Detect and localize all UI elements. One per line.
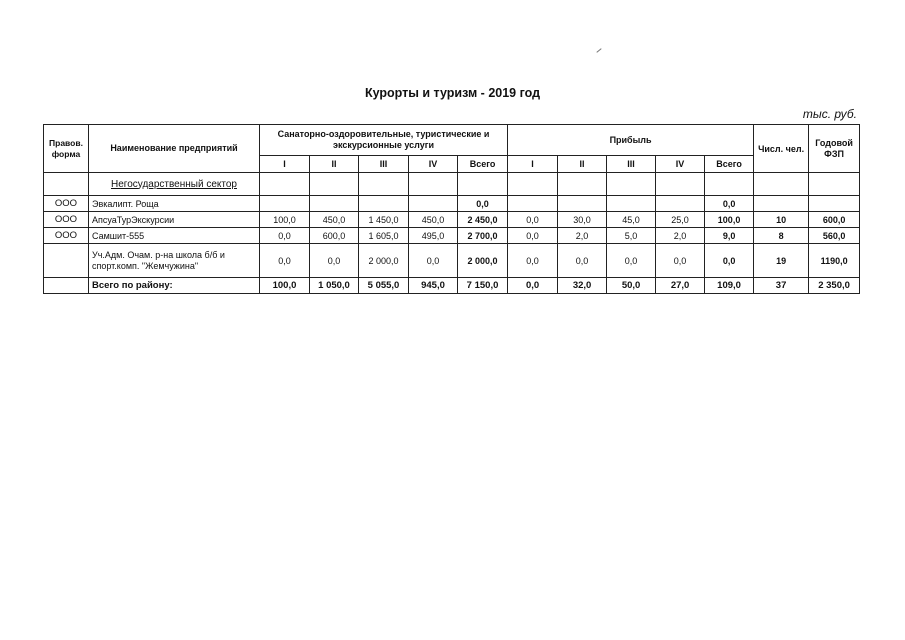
row-services-q2 <box>310 196 359 212</box>
row-profit-q1 <box>508 196 558 212</box>
header-services-total: Всего <box>458 156 508 173</box>
table-cell <box>607 173 656 196</box>
row-profit-q2 <box>558 196 607 212</box>
row-services-total: 0,0 <box>458 196 508 212</box>
header-profit-q4: IV <box>656 156 705 173</box>
header-services: Санаторно-оздоровительные, туристические и экскурсионные услуги <box>260 125 508 156</box>
row-services-q1 <box>260 196 310 212</box>
table-cell <box>458 173 508 196</box>
table-cell <box>705 173 754 196</box>
header-services-q1: I <box>260 156 310 173</box>
row-form <box>44 244 89 278</box>
total-employees: 37 <box>754 278 809 294</box>
row-services-total: 2 000,0 <box>458 244 508 278</box>
sector-label: Негосударственный сектор <box>89 173 260 196</box>
table-cell <box>656 173 705 196</box>
table-cell <box>44 173 89 196</box>
row-profit-q2: 30,0 <box>558 212 607 228</box>
row-profit-q1: 0,0 <box>508 212 558 228</box>
row-form: ООО <box>44 212 89 228</box>
header-form: Правов. форма <box>44 125 89 173</box>
pen-mark <box>596 48 601 53</box>
table-row <box>44 228 860 244</box>
row-profit-q4: 2,0 <box>656 228 705 244</box>
header-name: Наименование предприятий <box>89 125 260 173</box>
total-profit-q2: 32,0 <box>558 278 607 294</box>
table-cell <box>754 173 809 196</box>
row-services-q3: 1 450,0 <box>359 212 409 228</box>
units-label: тыс. руб. <box>802 107 857 121</box>
row-fund: 560,0 <box>809 228 860 244</box>
header-profit-total: Всего <box>705 156 754 173</box>
row-name: Уч.Адм. Очам. р-на школа б/б и спорт.комп. "Жемчужина" <box>89 244 260 278</box>
row-profit-total: 100,0 <box>705 212 754 228</box>
table-row <box>44 244 860 278</box>
row-services-q4: 0,0 <box>409 244 458 278</box>
row-fund: 1190,0 <box>809 244 860 278</box>
row-profit-total: 0,0 <box>705 244 754 278</box>
row-services-total: 2 450,0 <box>458 212 508 228</box>
row-profit-q4: 0,0 <box>656 244 705 278</box>
row-services-q1: 0,0 <box>260 228 310 244</box>
row-employees: 10 <box>754 212 809 228</box>
total-profit-total: 109,0 <box>705 278 754 294</box>
total-services-total: 7 150,0 <box>458 278 508 294</box>
row-services-q1: 0,0 <box>260 244 310 278</box>
header-profit-q3: III <box>607 156 656 173</box>
row-profit-q4 <box>656 196 705 212</box>
total-services-q4: 945,0 <box>409 278 458 294</box>
row-profit-total: 9,0 <box>705 228 754 244</box>
table-cell <box>359 173 409 196</box>
total-services-q2: 1 050,0 <box>310 278 359 294</box>
row-employees: 8 <box>754 228 809 244</box>
table-cell <box>409 173 458 196</box>
page-title: Курорты и туризм - 2019 год <box>364 86 541 100</box>
row-name: Эвкалипт. Роща <box>89 196 260 212</box>
total-profit-q4: 27,0 <box>656 278 705 294</box>
header-services-q2: II <box>310 156 359 173</box>
row-profit-q1: 0,0 <box>508 228 558 244</box>
row-services-q4: 495,0 <box>409 228 458 244</box>
sector-row <box>44 173 860 196</box>
row-services-total: 2 700,0 <box>458 228 508 244</box>
header-profit-q2: II <box>558 156 607 173</box>
header-services-q3: III <box>359 156 409 173</box>
row-form: ООО <box>44 196 89 212</box>
table-cell <box>508 173 558 196</box>
table-row <box>44 212 860 228</box>
row-profit-q3: 0,0 <box>607 244 656 278</box>
row-services-q3: 2 000,0 <box>359 244 409 278</box>
total-services-q3: 5 055,0 <box>359 278 409 294</box>
table-cell <box>310 173 359 196</box>
row-services-q2: 600,0 <box>310 228 359 244</box>
table-cell <box>44 278 89 294</box>
row-profit-total: 0,0 <box>705 196 754 212</box>
total-fund: 2 350,0 <box>809 278 860 294</box>
row-employees <box>754 196 809 212</box>
row-services-q2: 0,0 <box>310 244 359 278</box>
row-profit-q2: 2,0 <box>558 228 607 244</box>
total-profit-q1: 0,0 <box>508 278 558 294</box>
row-services-q4 <box>409 196 458 212</box>
row-name: Самшит-555 <box>89 228 260 244</box>
row-employees: 19 <box>754 244 809 278</box>
table-cell <box>260 173 310 196</box>
total-row <box>44 278 860 294</box>
row-services-q2: 450,0 <box>310 212 359 228</box>
row-profit-q2: 0,0 <box>558 244 607 278</box>
table-cell <box>558 173 607 196</box>
row-services-q4: 450,0 <box>409 212 458 228</box>
table-row <box>44 196 860 212</box>
header-services-q4: IV <box>409 156 458 173</box>
row-services-q3: 1 605,0 <box>359 228 409 244</box>
total-services-q1: 100,0 <box>260 278 310 294</box>
total-profit-q3: 50,0 <box>607 278 656 294</box>
row-services-q3 <box>359 196 409 212</box>
row-profit-q4: 25,0 <box>656 212 705 228</box>
row-fund <box>809 196 860 212</box>
row-services-q1: 100,0 <box>260 212 310 228</box>
header-profit: Прибыль <box>508 125 754 156</box>
table-cell <box>809 173 860 196</box>
row-profit-q3: 45,0 <box>607 212 656 228</box>
row-profit-q1: 0,0 <box>508 244 558 278</box>
header-profit-q1: I <box>508 156 558 173</box>
row-form: ООО <box>44 228 89 244</box>
row-profit-q3: 5,0 <box>607 228 656 244</box>
total-label: Всего по району: <box>89 278 260 294</box>
row-profit-q3 <box>607 196 656 212</box>
header-fund: Годовой ФЗП <box>809 125 860 173</box>
header-employees: Числ. чел. <box>754 125 809 173</box>
report-table <box>43 124 860 294</box>
row-fund: 600,0 <box>809 212 860 228</box>
row-name: АпсуаТурЭкскурсии <box>89 212 260 228</box>
